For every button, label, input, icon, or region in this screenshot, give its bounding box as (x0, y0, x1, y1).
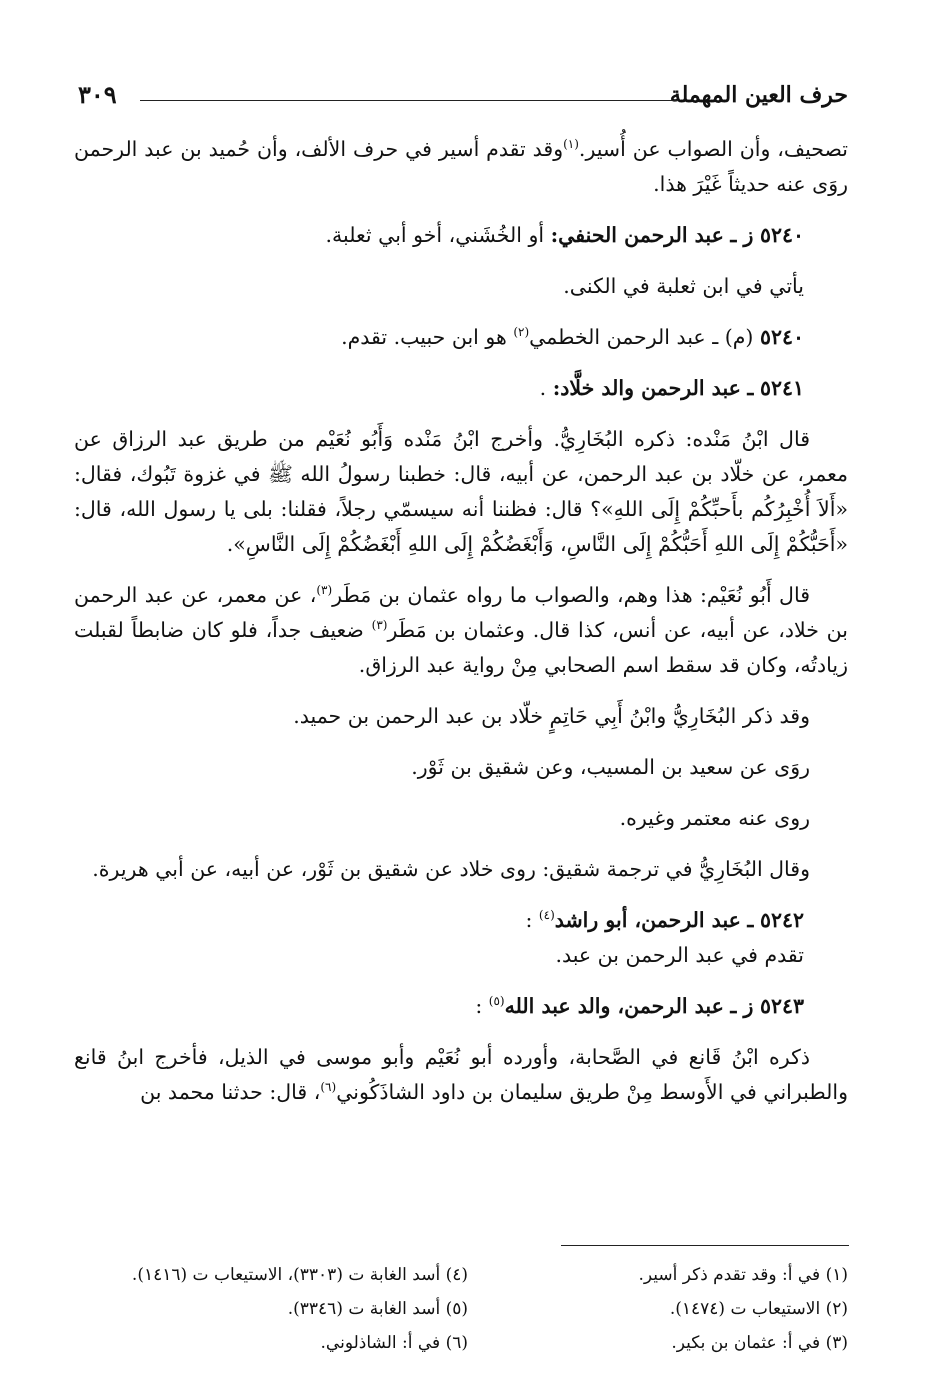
entry-number: ٥٢٤٠ (759, 223, 804, 247)
entry-note: تقدم في عبد الرحمن بن عبد. (555, 943, 804, 967)
entry-name: عبد الرحمن الخطمي (529, 325, 706, 349)
paragraph (74, 132, 848, 202)
paragraph-text: ، قال: حدثنا محمد بن (140, 1080, 321, 1104)
entry-heading (74, 218, 848, 253)
footnote-marker[interactable]: (٢) (513, 325, 530, 340)
footnote-5: (٥) أسد الغابة ت (٣٣٤٦). (287, 1299, 468, 1319)
paragraph (74, 1040, 848, 1110)
entry-text: أو الخُشَني، أخو أبي ثعلبة. (325, 223, 545, 247)
entry-heading (74, 320, 848, 355)
footnote-marker[interactable]: (٣) (316, 583, 333, 598)
entry-tag: ـ (747, 376, 754, 400)
entry-number: ٥٢٤٠ (759, 325, 804, 349)
paragraph: قال ابْنُ مَنْده: ذكره البُخَارِيُّ. وأخرج ابْنُ مَنْده وَأَبُو نُعَيْم من طريق عبد الرزاق عن معمر، عن خلّاد بن عبد الرحمن، عن أبيه، قال: خطبنا رسولُ الله ﷺ في غزوة تَبُوك، فقال: «أَلاَ أُخْبِرُكُم بأَحبِّكُمْ إِلَى اللهِ»؟ قال: فظننا أنه سيسمّي رجلاً، فقلنا: بلى يا رسول الله، قال: «أَحَبُّكُمْ إِلَى اللهِ أَحَبُّكُمْ إِلَى النَّاسِ، وَأَبْغَضُكُمْ إِلَى اللهِ أَبْغَضُكُمْ إِلَى النَّاسِ». (74, 427, 848, 556)
entry-heading (74, 903, 848, 938)
entry-text: . (539, 376, 547, 400)
page-number: ٣٠٩ (78, 80, 117, 109)
paragraph-text: ، عن معمر، عن عبد الرحمن بن خلاد، عن أبيه، عن أنس، كذا قال. وعثمان بن مَطَر (74, 583, 848, 642)
entry-tag: ز ـ (730, 223, 754, 247)
footnote-6: (٦) في أ: الشاذلوني. (320, 1333, 468, 1353)
entry-note: يأتي في ابن ثعلبة في الكنى. (563, 274, 804, 298)
entry-name: عبد الرحمن، والد عبد الله (504, 994, 724, 1018)
footnote-column-right (468, 1258, 848, 1360)
footnote-marker[interactable]: (٥) (488, 994, 505, 1009)
entry-name: عبد الرحمن والد خلَّاد: (552, 376, 741, 400)
entry-tag: ـ (747, 908, 754, 932)
footnote-4: (٤) أسد الغابة ت (٣٣٠٣)، الاستيعاب ت (١٤١٦). (131, 1265, 468, 1285)
entry-text: هو ابن حبيب. تقدم. (341, 325, 507, 349)
main-text (74, 132, 848, 1126)
entry-text: : (525, 908, 533, 932)
footnote-marker[interactable]: (٤) (538, 908, 555, 923)
paragraph-text: قال أَبُو نُعَيْم: هذا وهم، والصواب ما رواه عثمان بن مَطَر (332, 583, 810, 607)
paragraph: وقد ذكر البُخَارِيُّ وابْنُ أَبِي حَاتِمٍ خلّاد بن عبد الرحمن بن حميد. (293, 704, 810, 728)
paragraph (74, 578, 848, 683)
footnote-2: (٢) الاستيعاب ت (١٤٧٤). (669, 1299, 848, 1319)
paragraph-text: ذكره ابْنُ قَانع في الصَّحابة، وأورده أبو نُعَيْم وأبو موسى في الذيل، فأخرج ابنُ قانع والطبراني في الأَوسط مِنْ طريق سليمان بن داود الشاذَكُوني (74, 1045, 848, 1104)
paragraph: روى عنه معتمر وغيره. (619, 806, 810, 830)
running-title: حرف العين المهملة (669, 82, 848, 108)
entry-tag: (م) ـ (712, 325, 754, 349)
footnote-1: (١) في أ: وقد تقدم ذكر أسير. (638, 1265, 848, 1285)
entry-number: ٥٢٤٢ (759, 908, 804, 932)
entry-name: عبد الرحمن الحنفي: (550, 223, 724, 247)
paragraph: وقال البُخَارِيُّ في ترجمة شقيق: روى خلاد عن شقيق بن ثَوْر، عن أبيه، عن أبي هريرة. (92, 857, 810, 881)
entry-number: ٥٢٤١ (759, 376, 804, 400)
entry-name: عبد الرحمن، أبو راشد (554, 908, 741, 932)
footnote-3: (٣) في أ: عثمان بن بكير. (671, 1333, 848, 1353)
footnote-marker[interactable]: (٦) (320, 1080, 337, 1095)
entry-heading (74, 371, 848, 406)
footnote-marker[interactable]: (١) (563, 137, 579, 152)
paragraph-text: ضعيف جداً، فلو كان ضابطاً لقبلت زيادتُه، وكان قد سقط اسم الصحابي مِنْ رواية عبد الرزاق. (74, 618, 848, 677)
entry-text: : (475, 994, 483, 1018)
footnote-separator (561, 1245, 849, 1246)
footnote-marker[interactable]: (٣) (371, 618, 388, 633)
paragraph: روَى عن سعيد بن المسيب، وعن شقيق بن ثَوْر. (411, 755, 810, 779)
page-header (78, 78, 848, 118)
entry-number: ٥٢٤٣ (759, 994, 804, 1018)
entry-heading (74, 989, 848, 1024)
header-rule (140, 100, 678, 101)
footnote-column-left (78, 1258, 468, 1360)
paragraph-text: وقد تقدم أسير في حرف الألف، وأن حُميد بن عبد الرحمن روَى عنه حديثاً غَيْرَ هذا. (74, 137, 848, 196)
entry-tag: ز ـ (730, 994, 754, 1018)
paragraph-text: تصحيف، وأن الصواب عن أُسير. (578, 137, 848, 161)
